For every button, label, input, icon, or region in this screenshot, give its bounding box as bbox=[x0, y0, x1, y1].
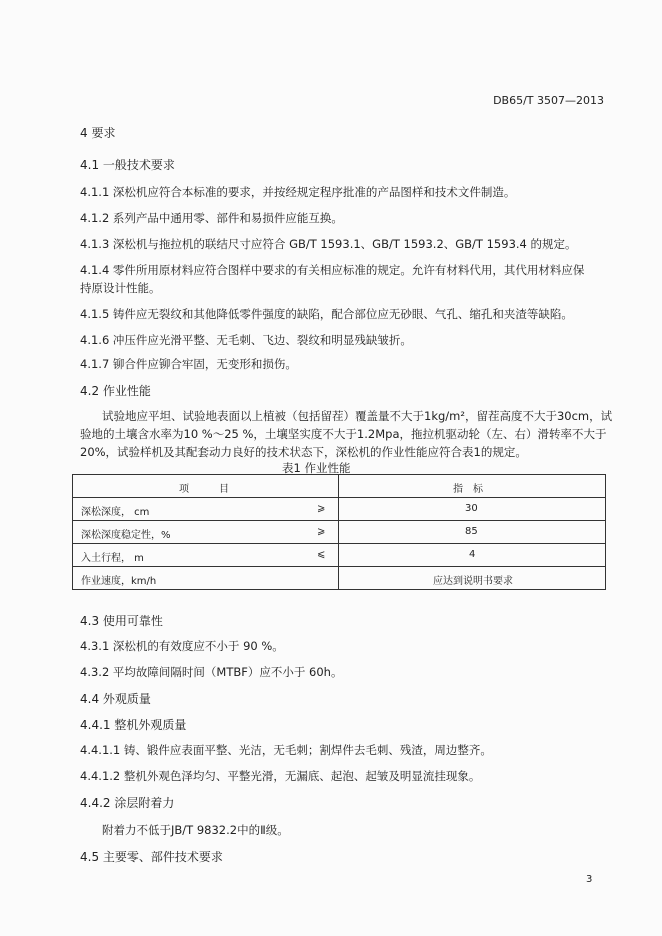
clause-4-4-2-paragraph: 附着力不低于JB/T 9832.2中的Ⅱ级。 bbox=[102, 823, 289, 837]
clause-4-3-1: 4.3.1 深松机的有效度应不小于 90 %。 bbox=[80, 639, 284, 653]
row-item: 深松深度稳定性，% bbox=[81, 530, 171, 541]
row-value: 4 bbox=[469, 549, 476, 560]
clause-4-1-4-line1: 4.1.4 零件所用原材料应符合图样中要求的有关相应标准的规定。允许有材料代用，其代用材料应保 bbox=[80, 263, 585, 277]
section-4-4-heading: 4.4 外观质量 bbox=[80, 692, 151, 706]
page-number: 3 bbox=[586, 874, 593, 885]
row-value: 85 bbox=[465, 526, 478, 537]
clause-4-4-2: 4.4.2 涂层附着力 bbox=[80, 796, 175, 810]
clause-4-1-3: 4.1.3 深松机与拖拉机的联结尺寸应符合 GB/T 1593.1、GB/T 1593.2、GB/T 1593.4 的规定。 bbox=[80, 237, 577, 251]
table1 bbox=[72, 474, 606, 590]
table1-title: 表1 作业性能 bbox=[282, 461, 351, 475]
table-row bbox=[73, 544, 606, 567]
table-row bbox=[73, 498, 606, 521]
row-item: 作业速度，km/h bbox=[81, 576, 157, 587]
table-row bbox=[73, 521, 606, 544]
row-operator: ⩽ bbox=[317, 549, 326, 560]
clause-4-1-5: 4.1.5 铸件应无裂纹和其他降低零件强度的缺陷，配合部位应无砂眼、气孔、缩孔和夹渣等缺陷。 bbox=[80, 307, 573, 321]
section-4-5-heading: 4.5 主要零、部件技术要求 bbox=[80, 850, 223, 864]
table-header-row bbox=[73, 475, 606, 498]
clause-4-1-1: 4.1.1 深松机应符合本标准的要求，并按经规定程序批准的产品图样和技术文件制造。 bbox=[80, 185, 516, 199]
section-4-2-heading: 4.2 作业性能 bbox=[80, 384, 151, 398]
clause-4-4-1-1: 4.4.1.1 铸、锻件应表面平整、光洁，无毛刺；割焊件去毛刺、残渣，周边整齐。 bbox=[80, 743, 492, 757]
section-4-2-paragraph-line2: 验地的土壤含水率为10 %～25 %，土壤坚实度不大于1.2Mpa，拖拉机驱动轮（左、右）滑转率不大于 bbox=[80, 427, 607, 441]
clause-4-1-2: 4.1.2 系列产品中通用零、部件和易损件应能互换。 bbox=[80, 211, 343, 225]
standard-number: DB65/T 3507—2013 bbox=[493, 94, 604, 107]
clause-4-3-2: 4.3.2 平均故障间隔时间（MTBF）应不小于 60h。 bbox=[80, 665, 343, 679]
section-4-3-heading: 4.3 使用可靠性 bbox=[80, 614, 163, 628]
row-item: 入土行程， m bbox=[81, 553, 144, 564]
clause-4-1-6: 4.1.6 冲压件应光滑平整、无毛刺、飞边、裂纹和明显残缺皱折。 bbox=[80, 333, 412, 347]
row-item: 深松深度， cm bbox=[81, 507, 150, 518]
row-operator: ⩾ bbox=[317, 526, 326, 537]
table-header-item: 项 目 bbox=[179, 484, 229, 495]
clause-4-1-7: 4.1.7 铆合件应铆合牢固，无变形和损伤。 bbox=[80, 357, 297, 371]
row-operator: ⩾ bbox=[317, 503, 326, 514]
section-4-2-paragraph-line1: 试验地应平坦、试验地表面以上植被（包括留茬）覆盖量不大于1kg/m²，留茬高度不大于30cm，试 bbox=[102, 409, 613, 423]
row-value: 30 bbox=[465, 503, 478, 514]
table-header-index: 指 标 bbox=[453, 484, 483, 495]
clause-4-1-4-line2: 持原设计性能。 bbox=[80, 281, 161, 295]
section-4-1-heading: 4.1 一般技术要求 bbox=[80, 158, 175, 172]
table-row bbox=[73, 567, 606, 590]
clause-4-4-1: 4.4.1 整机外观质量 bbox=[80, 718, 187, 732]
clause-4-4-1-2: 4.4.1.2 整机外观色泽均匀、平整光滑，无漏底、起泡、起皱及明显流挂现象。 bbox=[80, 769, 481, 783]
section-4-2-paragraph-line3: 20%，试验样机及其配套动力良好的技术状态下，深松机的作业性能应符合表1的规定。 bbox=[80, 445, 527, 459]
row-value: 应达到说明书要求 bbox=[433, 576, 513, 587]
section-4-heading: 4 要求 bbox=[80, 126, 116, 140]
